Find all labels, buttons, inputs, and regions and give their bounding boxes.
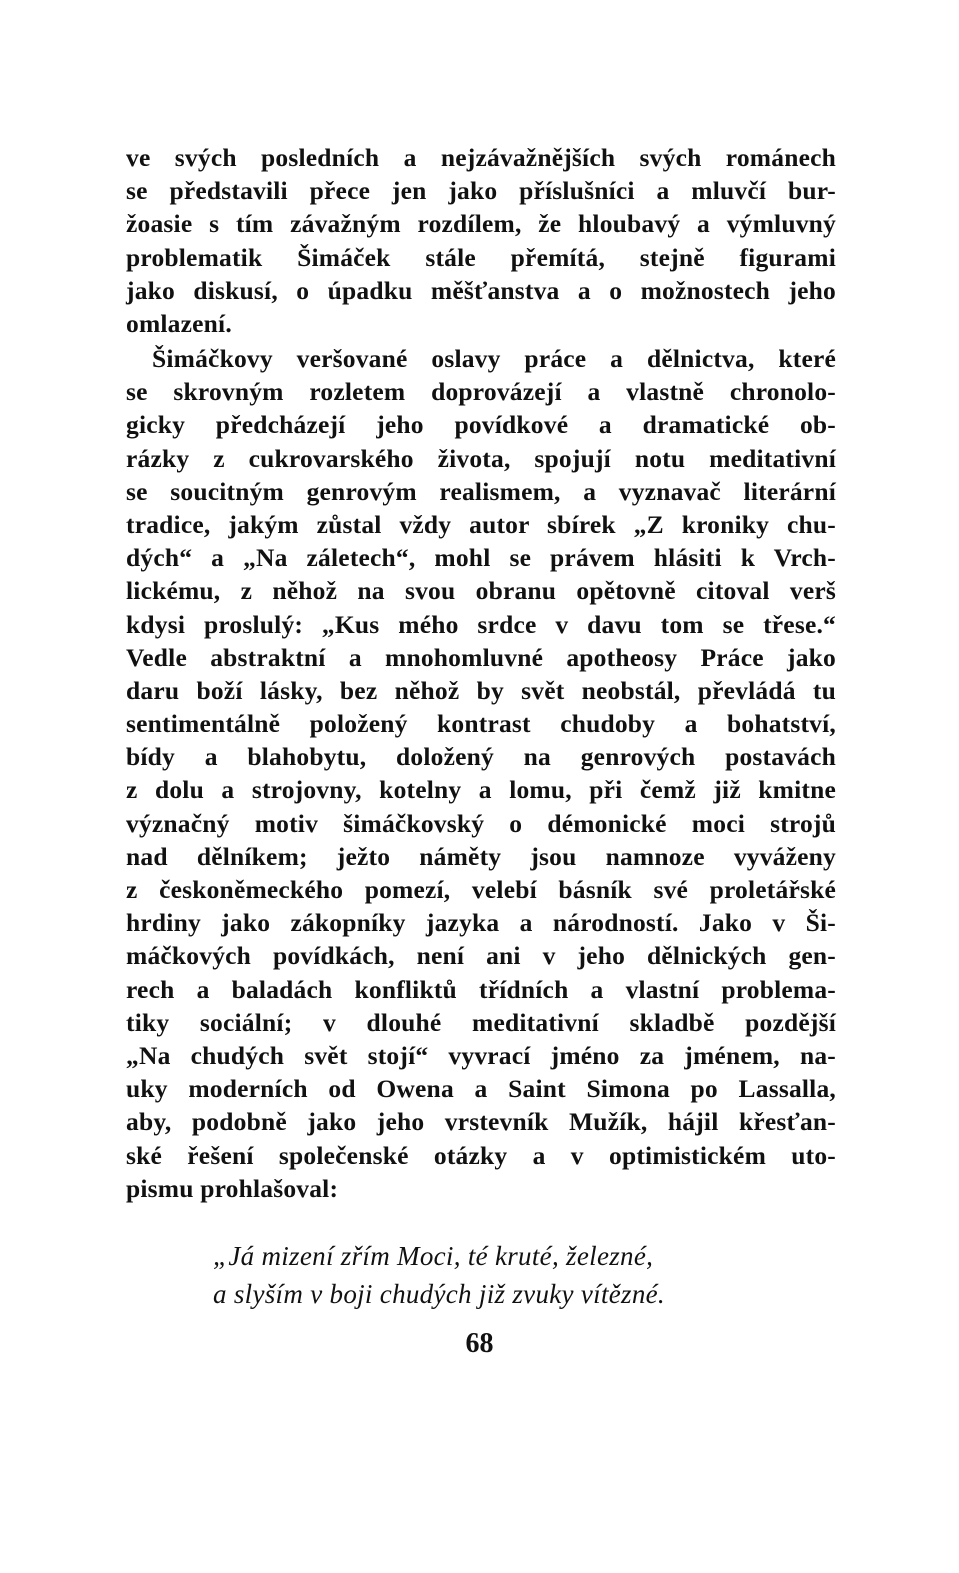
text-line: jako diskusí, o úpadku měšťanstva a o možnostech jeho (126, 275, 836, 305)
text-line: hrdiny jako zákopníky jazyka a národností. Jako v Ši- (126, 908, 836, 938)
text-line: z dolu a strojovny, kotelny a lomu, při čemž již kmitne (126, 775, 836, 805)
text-line: aby, podobně jako jeho vrstevník Mužík, hájil křesťan- (126, 1107, 836, 1137)
text-line: daru boží lásky, bez něhož by svět neobstál, převládá tu (126, 675, 836, 705)
text-line: tradice, jakým zůstal vždy autor sbírek „Z kroniky chu- (126, 509, 836, 539)
text-line: význačný motiv šimáčkovský o démonické moci strojů (126, 808, 836, 838)
text-line: pismu prohlašoval: (126, 1173, 339, 1203)
text-line: „Na chudých svět stojí“ vyvrací jméno za jménem, na- (126, 1040, 836, 1070)
paragraph-1 (126, 141, 836, 340)
text-line: máčkových povídkách, není ani v jeho dělnických gen- (126, 941, 836, 971)
text-line: gicky předcházejí jeho povídkové a dramatické ob- (126, 410, 836, 440)
verse-quote (213, 1237, 665, 1313)
text-line: sentimentálně položený kontrast chudoby a bohatství, (126, 709, 836, 739)
verse-line: a slyším v boji chudých již zvuky vítězné. (213, 1279, 665, 1309)
text-line: z českoněmeckého pomezí, velebí básník své proletářské (126, 875, 836, 904)
text-line: se představili přece jen jako příslušníci a mluvčí bur- (126, 176, 836, 206)
text-line: žoasie s tím závažným rozdílem, že hloubavý a výmluvný (126, 209, 836, 239)
text-line: lickému, z něhož na svou obranu opětovně citoval verš (126, 576, 836, 606)
text-line: ské řešení společenské otázky a v optimistickém uto- (126, 1140, 836, 1170)
text-line: nad dělníkem; ježto náměty jsou namnoze vyváženy (126, 841, 836, 871)
text-line: se skrovným rozletem doprovázejí a vlastně chronolo- (126, 377, 836, 407)
text-line: ve svých posledních a nejzávažnějších svých románech (126, 143, 836, 172)
text-line: rázky z cukrovarského života, spojují notu meditativní (126, 443, 836, 473)
text-line: omlazení. (126, 308, 232, 338)
text-line: bídy a blahobytu, doložený na genrových postavách (126, 742, 836, 772)
text-line: tiky sociální; v dlouhé meditativní skladbě pozdější (126, 1007, 836, 1037)
text-line: rech a baladách konfliktů třídních a vlastní problema- (126, 974, 836, 1004)
text-line: se soucitným genrovým realismem, a vyznavač literární (126, 476, 836, 506)
text-line: Šimáčkovy veršované oslavy práce a dělnictva, které (152, 344, 836, 373)
page-number: 68 (465, 1328, 494, 1359)
text-line: problematik Šimáček stále přemítá, stejně figurami (126, 242, 836, 272)
verse-line: „Já mizení zřím Moci, té kruté, železné, (213, 1241, 654, 1271)
paragraph-2 (126, 342, 836, 1205)
text-line: uky moderních od Owena a Saint Simona po Lassalla, (126, 1074, 836, 1104)
text-line: dých“ a „Na záletech“, mohl se právem hlásiti k Vrch- (126, 543, 836, 573)
text-line: Vedle abstraktní a mnohomluvné apotheosy Práce jako (126, 642, 836, 672)
text-line: kdysi proslulý: „Kus mého srdce v davu tom se třese.“ (126, 609, 836, 639)
